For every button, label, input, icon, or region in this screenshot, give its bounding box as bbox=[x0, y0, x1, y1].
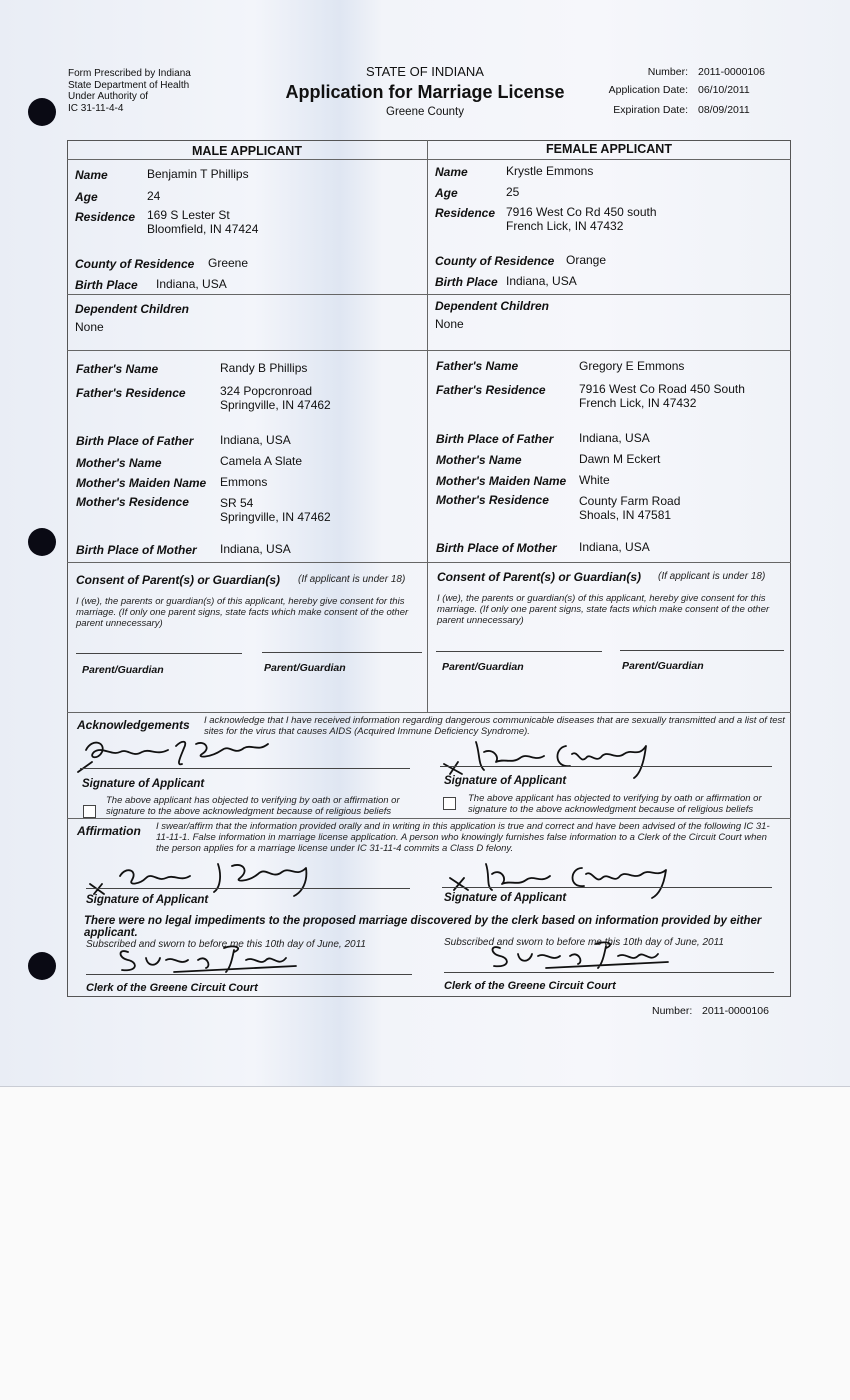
female-mother-maiden: White bbox=[579, 473, 610, 487]
male-residence-label: Residence bbox=[75, 210, 136, 224]
male-age: 24 bbox=[147, 189, 161, 203]
male-father-res: 324 Popcronroad Springville, IN 47462 bbox=[220, 384, 331, 412]
divider bbox=[67, 562, 791, 563]
expiration-date: 08/09/2011 bbox=[698, 104, 750, 116]
footer-number-label: Number: bbox=[652, 1005, 693, 1017]
male-mother-maiden: Emmons bbox=[220, 475, 268, 489]
female-consent-note: (If applicant is under 18) bbox=[658, 571, 766, 582]
application-date-label: Application Date: bbox=[608, 84, 688, 96]
clerk-signature-line bbox=[444, 972, 774, 973]
page-title: Application for Marriage License bbox=[285, 82, 565, 102]
female-father-res-label: Father's Residence bbox=[436, 383, 546, 397]
female-birth-father-label: Birth Place of Father bbox=[436, 432, 554, 446]
male-birth-father: Indiana, USA bbox=[220, 433, 291, 447]
divider bbox=[67, 350, 791, 351]
expiration-date-label: Expiration Date: bbox=[613, 104, 688, 116]
male-residence: 169 S Lester St Bloomfield, IN 47424 bbox=[147, 208, 259, 236]
signature-line bbox=[442, 887, 772, 888]
male-subscribed-text: Subscribed and sworn to before me this 10th day of June, 2011 bbox=[86, 939, 366, 950]
footer-number: 2011-0000106 bbox=[702, 1005, 769, 1017]
male-signature-label: Signature of Applicant bbox=[82, 778, 205, 790]
punch-hole bbox=[28, 528, 56, 556]
female-birth-mother: Indiana, USA bbox=[579, 540, 650, 554]
female-religious-objection-checkbox[interactable] bbox=[443, 797, 456, 810]
female-residence: 7916 West Co Rd 450 south French Lick, IN 47432 bbox=[506, 205, 657, 233]
form-prescribed-note: Form Prescribed by Indiana State Department of Health Under Authority of IC 31-11-4-4 bbox=[68, 68, 191, 114]
parent-guardian-line bbox=[76, 653, 242, 654]
parent-guardian-line bbox=[436, 651, 602, 652]
male-county-label: County of Residence bbox=[75, 257, 195, 271]
affirmation-label: Affirmation bbox=[77, 824, 141, 838]
female-age: 25 bbox=[506, 185, 520, 199]
male-applicant-heading: MALE APPLICANT bbox=[192, 144, 302, 158]
male-birth-mother-label: Birth Place of Mother bbox=[76, 543, 197, 557]
female-parent-guardian-2: Parent/Guardian bbox=[622, 660, 704, 672]
female-birthplace-label: Birth Place bbox=[435, 275, 498, 289]
male-birthplace: Indiana, USA bbox=[156, 277, 227, 291]
county-heading: Greene County bbox=[386, 106, 464, 118]
male-mother-res: SR 54 Springville, IN 47462 bbox=[220, 496, 331, 524]
divider bbox=[67, 159, 791, 160]
female-mother-maiden-label: Mother's Maiden Name bbox=[436, 474, 567, 488]
clerk-signature bbox=[486, 938, 676, 974]
female-dependent-label: Dependent Children bbox=[435, 299, 550, 313]
application-date: 06/10/2011 bbox=[698, 84, 750, 96]
female-applicant-heading: FEMALE APPLICANT bbox=[546, 142, 672, 156]
female-name-label: Name bbox=[435, 165, 468, 179]
male-county: Greene bbox=[208, 256, 249, 270]
male-mother-maiden-label: Mother's Maiden Name bbox=[76, 476, 207, 490]
affirmation-text: I swear/affirm that the information provided orally and in writing in this application is true and correct and have been advised of the following IC 31-11-11-1. False information in marriage license application. A person who knowingly furnishes false information to a Clerk of the Circuit Court when the person applies for a marriage license under IC 31-11-4 commits a Class D felony. bbox=[156, 821, 770, 854]
female-county-label: County of Residence bbox=[435, 254, 555, 268]
male-parent-guardian-2: Parent/Guardian bbox=[264, 662, 346, 674]
female-religious-objection-text: The above applicant has objected to verifying by oath or affirmation or signature to the above acknowledgment because of religious beliefs bbox=[468, 793, 762, 815]
male-dependent-label: Dependent Children bbox=[75, 302, 190, 316]
male-mother-res-label: Mother's Residence bbox=[76, 495, 189, 509]
male-father-res-label: Father's Residence bbox=[76, 386, 186, 400]
male-birthplace-label: Birth Place bbox=[75, 278, 138, 292]
male-father-name-label: Father's Name bbox=[76, 362, 159, 376]
male-mother-name-label: Mother's Name bbox=[76, 456, 162, 470]
signature-line bbox=[440, 766, 772, 767]
female-subscribed-text: Subscribed and sworn to before me this 10th day of June, 2011 bbox=[444, 937, 724, 948]
male-consent-note: (If applicant is under 18) bbox=[298, 574, 406, 585]
acknowledgements-label: Acknowledgements bbox=[77, 718, 190, 732]
column-divider bbox=[427, 140, 428, 712]
female-residence-label: Residence bbox=[435, 206, 496, 220]
male-mother-name: Camela A Slate bbox=[220, 454, 303, 468]
punch-hole bbox=[28, 98, 56, 126]
divider bbox=[67, 818, 791, 819]
female-consent-heading: Consent of Parent(s) or Guardian(s) bbox=[437, 570, 642, 584]
male-affirmation-signature-label: Signature of Applicant bbox=[86, 894, 209, 906]
female-mother-res: County Farm Road Shoals, IN 47581 bbox=[579, 494, 681, 522]
male-consent-text: I (we), the parents or guardian(s) of this applicant, hereby give consent for this marriage. (If only one parent signs, state facts which make consent of the other parent unnecessary) bbox=[76, 596, 409, 629]
female-parent-guardian-1: Parent/Guardian bbox=[442, 661, 524, 673]
female-birth-father: Indiana, USA bbox=[579, 431, 650, 445]
female-birth-mother-label: Birth Place of Mother bbox=[436, 541, 557, 555]
parent-guardian-line bbox=[262, 652, 422, 653]
female-birthplace: Indiana, USA bbox=[506, 274, 577, 288]
female-father-name-label: Father's Name bbox=[436, 359, 519, 373]
clerk-signature-line bbox=[86, 974, 412, 975]
impediments-statement: There were no legal impediments to the proposed marriage discovered by the clerk based on information provided by either applicant. bbox=[84, 915, 762, 939]
male-name-label: Name bbox=[75, 168, 108, 182]
male-religious-objection-text: The above applicant has objected to verifying by oath or affirmation or signature to the above acknowledgment because of religious beliefs bbox=[106, 795, 400, 817]
female-age-label: Age bbox=[435, 186, 458, 200]
signature-line bbox=[80, 768, 410, 769]
male-signature-acknowledgement bbox=[72, 734, 282, 780]
female-signature-label: Signature of Applicant bbox=[444, 775, 567, 787]
male-birth-mother: Indiana, USA bbox=[220, 542, 291, 556]
female-affirmation-signature-label: Signature of Applicant bbox=[444, 892, 567, 904]
male-father-name: Randy B Phillips bbox=[220, 361, 308, 375]
female-consent-text: I (we), the parents or guardian(s) of this applicant, hereby give consent for this marriage. (If only one parent signs, state facts which make consent of the other parent unnecessary) bbox=[437, 593, 770, 626]
license-number: 2011-0000106 bbox=[698, 66, 765, 78]
female-county: Orange bbox=[566, 253, 607, 267]
male-religious-objection-checkbox[interactable] bbox=[83, 805, 96, 818]
clerk-signature bbox=[114, 940, 304, 976]
female-father-res: 7916 West Co Road 450 South French Lick, IN 47432 bbox=[579, 382, 745, 410]
female-name: Krystle Emmons bbox=[506, 164, 594, 178]
female-clerk-label: Clerk of the Greene Circuit Court bbox=[444, 980, 616, 992]
female-dependent: None bbox=[435, 317, 464, 331]
divider bbox=[67, 294, 791, 295]
number-label: Number: bbox=[647, 66, 688, 78]
acknowledgements-text: I acknowledge that I have received information regarding dangerous communicable diseases that are sexually transmitted and a list of test sites for the virus that causes AIDS (Acquired Immune Deficiency Syndrome). bbox=[204, 715, 785, 737]
male-age-label: Age bbox=[75, 190, 98, 204]
blank-area bbox=[0, 1087, 850, 1400]
female-mother-name-label: Mother's Name bbox=[436, 453, 522, 467]
parent-guardian-line bbox=[620, 650, 784, 651]
female-mother-res-label: Mother's Residence bbox=[436, 493, 549, 507]
female-mother-name: Dawn M Eckert bbox=[579, 452, 661, 466]
punch-hole bbox=[28, 952, 56, 980]
male-dependent: None bbox=[75, 320, 104, 334]
female-father-name: Gregory E Emmons bbox=[579, 359, 685, 373]
male-name: Benjamin T Phillips bbox=[147, 167, 249, 181]
state-heading: STATE OF INDIANA bbox=[366, 64, 484, 79]
male-consent-heading: Consent of Parent(s) or Guardian(s) bbox=[76, 573, 281, 587]
signature-line bbox=[86, 888, 410, 889]
divider bbox=[67, 712, 791, 713]
male-clerk-label: Clerk of the Greene Circuit Court bbox=[86, 982, 258, 994]
male-birth-father-label: Birth Place of Father bbox=[76, 434, 194, 448]
male-parent-guardian-1: Parent/Guardian bbox=[82, 664, 164, 676]
